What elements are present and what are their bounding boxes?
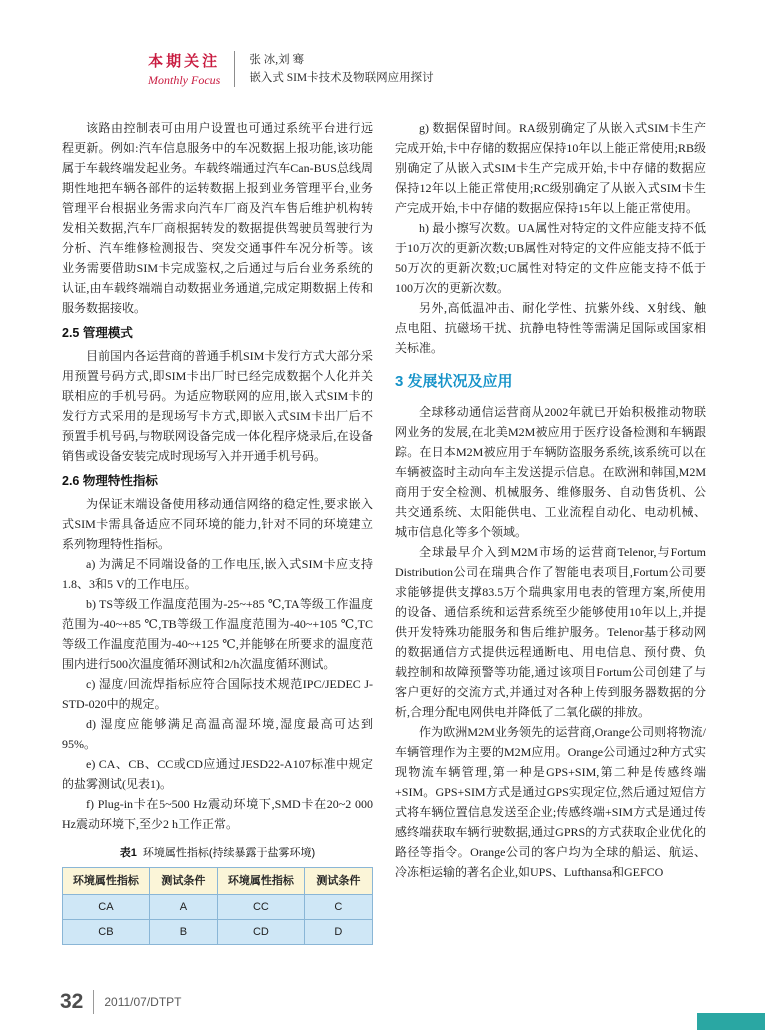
table-cell: C: [304, 895, 372, 920]
corner-accent-bar: [697, 1013, 765, 1030]
list-item-e: e) CA、CB、CC或CD应通过JESD22-A107标准中规定的盐雾测试(见表1)。: [62, 757, 373, 791]
table-header-cell: 环境属性指标: [63, 868, 150, 895]
table-header-cell: 测试条件: [304, 868, 372, 895]
section-heading-3: 3 发展状况及应用: [395, 373, 513, 390]
table-cell: D: [304, 920, 372, 945]
table-cell: CC: [217, 895, 304, 920]
feature-block: [148, 50, 234, 88]
list-item-b: b) TS等级工作温度范围为-25~+85 ℃,TA等级工作温度范围为-40~+85 ℃,TB等级工作温度范围为-40~+105 ℃,TC等级工作温度范围为-40~+125 ℃,并能够在所要求的温度范围内进行500次温度循环测试和2/h次温度循环测试。: [62, 597, 373, 671]
table-caption: [62, 843, 373, 863]
table-row: [63, 895, 373, 920]
table-row: [63, 920, 373, 945]
table-header-cell: 环境属性指标: [217, 868, 304, 895]
table-cell: CD: [217, 920, 304, 945]
table-cell: A: [149, 895, 217, 920]
paragraph: 该路由控制表可由用户设置也可通过系统平台进行远程更新。例如:汽车信息服务中的车况数据上报功能,该功能属于车载终端发起业务。车载终端通过汽车Can-BUS总线周期性地把车辆各部件的运转数据上报到业务管理平台,业务管理平台根据业务需求向汽车厂商及汽车售后维护机构转发相关数据,汽车厂商根据转发的数据提供驾驶员驾驶行为分析、汽车维修检测报告、突发交通事件车况分析等。该业务需要借助SIM卡完成鉴权,之后通过与后台业务系统的认证,由车载终端端自动数据业务通道,完成定期数据上传和服务数据接收。: [62, 121, 373, 315]
right-column: [395, 118, 706, 1014]
table-cell: CB: [63, 920, 150, 945]
paragraph: 全球移动通信运营商从2002年就已开始积极推动物联网业务的发展,在北美M2M被应用于医疗设备检测和车辆跟踪。在日本M2M被应用于车辆防盗服务系统,该系统可以在车辆被盗时主动向车主发送提示信息。在欧洲和韩国,M2M商用于安全检测、机械服务、维修服务、自动售货机、公共交通系统、太阳能供电、工业流程自动化、电动机械、城市信息化等多个领域。: [395, 405, 706, 539]
list-item-h: h) 最小擦写次数。UA属性对特定的文件应能支持不低于10万次的更新次数;UB属性对特定的文件应能支持不低于50万次的更新次数;UC属性对特定的文件应能支持不低于100万次的更新次数。: [395, 221, 706, 295]
table-header-cell: 测试条件: [149, 868, 217, 895]
table-caption-text: 环境属性指标(持续暴露于盐雾环境): [142, 847, 316, 859]
left-column: [62, 118, 373, 1014]
journal-info: 2011/07/DTPT: [104, 995, 182, 1009]
header-meta: [235, 51, 433, 87]
feature-label-cn: 本期关注: [148, 53, 221, 70]
page-footer: [60, 990, 182, 1014]
table-cell: CA: [63, 895, 150, 920]
paragraph: 目前国内各运营商的普通手机SIM卡发行方式大部分采用预置号码方式,即SIM卡出厂时已经完成数据个人化并关联相应的手机号码。为适应物联网的应用,嵌入式SIM卡的发行方式采用的是现场写卡方式,即嵌入式SIM卡出厂后不预置手机号码,与物联网设备完成一体化程序烧录后,在设备销售或设备安装完成时现场写入并开通手机号码。: [62, 349, 373, 463]
section-heading-2-6: 2.6 物理特性指标: [62, 474, 158, 488]
list-item-c: c) 湿度/回流焊指标应符合国际技术规范IPC/JEDEC J-STD-020中的规定。: [62, 677, 373, 711]
paragraph: 作为欧洲M2M业务领先的运营商,Orange公司则将物流/车辆管理作为主要的M2M应用。Orange公司通过2种方式实现物流车辆管理,第一种是GPS+SIM,第二种是传感终端+SIM。GPS+SIM方式是通过GPS实现定位,然后通过短信方式将车辆位置信息发送至企业;传感终端+SIM方式是通过传感终端获取车辆行驶数据,通过GPRS的方式获取企业优化的路径等指令。Orange公司的客户均为全球的船运、航运、冷冻柜运输的著名企业,如UPS、Lufthansa和GEFCO: [395, 725, 706, 879]
section-heading-2-5: 2.5 管理模式: [62, 326, 133, 340]
article-body: [62, 118, 706, 1014]
paragraph: 另外,高低温冲击、耐化学性、抗紫外线、X射线、触点电阻、抗磁场干扰、抗静电特性等需满足国际或国家相关标准。: [395, 301, 706, 355]
list-item-a: a) 为满足不同端设备的工作电压,嵌入式SIM卡应支持1.8、3和5 V的工作电压。: [62, 557, 373, 591]
list-item-f: f) Plug-in卡在5~500 Hz震动环境下,SMD卡在20~2 000 Hz震动环境下,至少2 h工作正常。: [62, 797, 373, 831]
table-cell: B: [149, 920, 217, 945]
feature-label-en: Monthly Focus: [148, 73, 221, 87]
paragraph: 为保证末端设备使用移动通信网络的稳定性,要求嵌入式SIM卡需具备适应不同环境的能力,针对不同的环境建立系列物理特性指标。: [62, 497, 373, 551]
list-item-d: d) 湿度应能够满足高温高湿环境,湿度最高可达到95%。: [62, 717, 373, 751]
list-item-g: g) 数据保留时间。RA级别确定了从嵌入式SIM卡生产完成开始,卡中存储的数据应保持10年以上能正常使用;RB级别确定了从嵌入式SIM卡生产完成开始,卡中存储的数据应保持12年以上能正常使用;RC级别确定了从嵌入式SIM卡生产完成开始,卡中存储的数据应保持15年以上能正常使用。: [395, 121, 706, 215]
page-number: 32: [60, 990, 84, 1013]
table-header-row: [63, 868, 373, 895]
environment-attributes-table: [62, 867, 373, 945]
article-title: 嵌入式 SIM卡技术及物联网应用探讨: [249, 72, 434, 84]
table-caption-label: 表1: [119, 847, 137, 859]
page-header: [148, 50, 434, 88]
paragraph: 全球最早介入到M2M市场的运营商Telenor,与Fortum Distribution公司在瑞典合作了智能电表项目,Fortum公司要求能够提供支撑83.5万个瑞典家用电表的管理方案,所使用的设备、通信系统和运营系统至少能够使用10年以上,并提供开发特殊功能服务和售后维护服务。Telenor基于移动网的数据通信方式提供远程通断电、用电信息、预付费、负载控制和故障预警等功能,通过该项目Fortum公司创建了与客户更好的交流方式,并通过对各种上传到服务器数据的分析,合理分配电网供电并降低了二氧化碳的排放。: [395, 545, 706, 719]
authors: 张 冰,刘 骞: [249, 54, 304, 66]
